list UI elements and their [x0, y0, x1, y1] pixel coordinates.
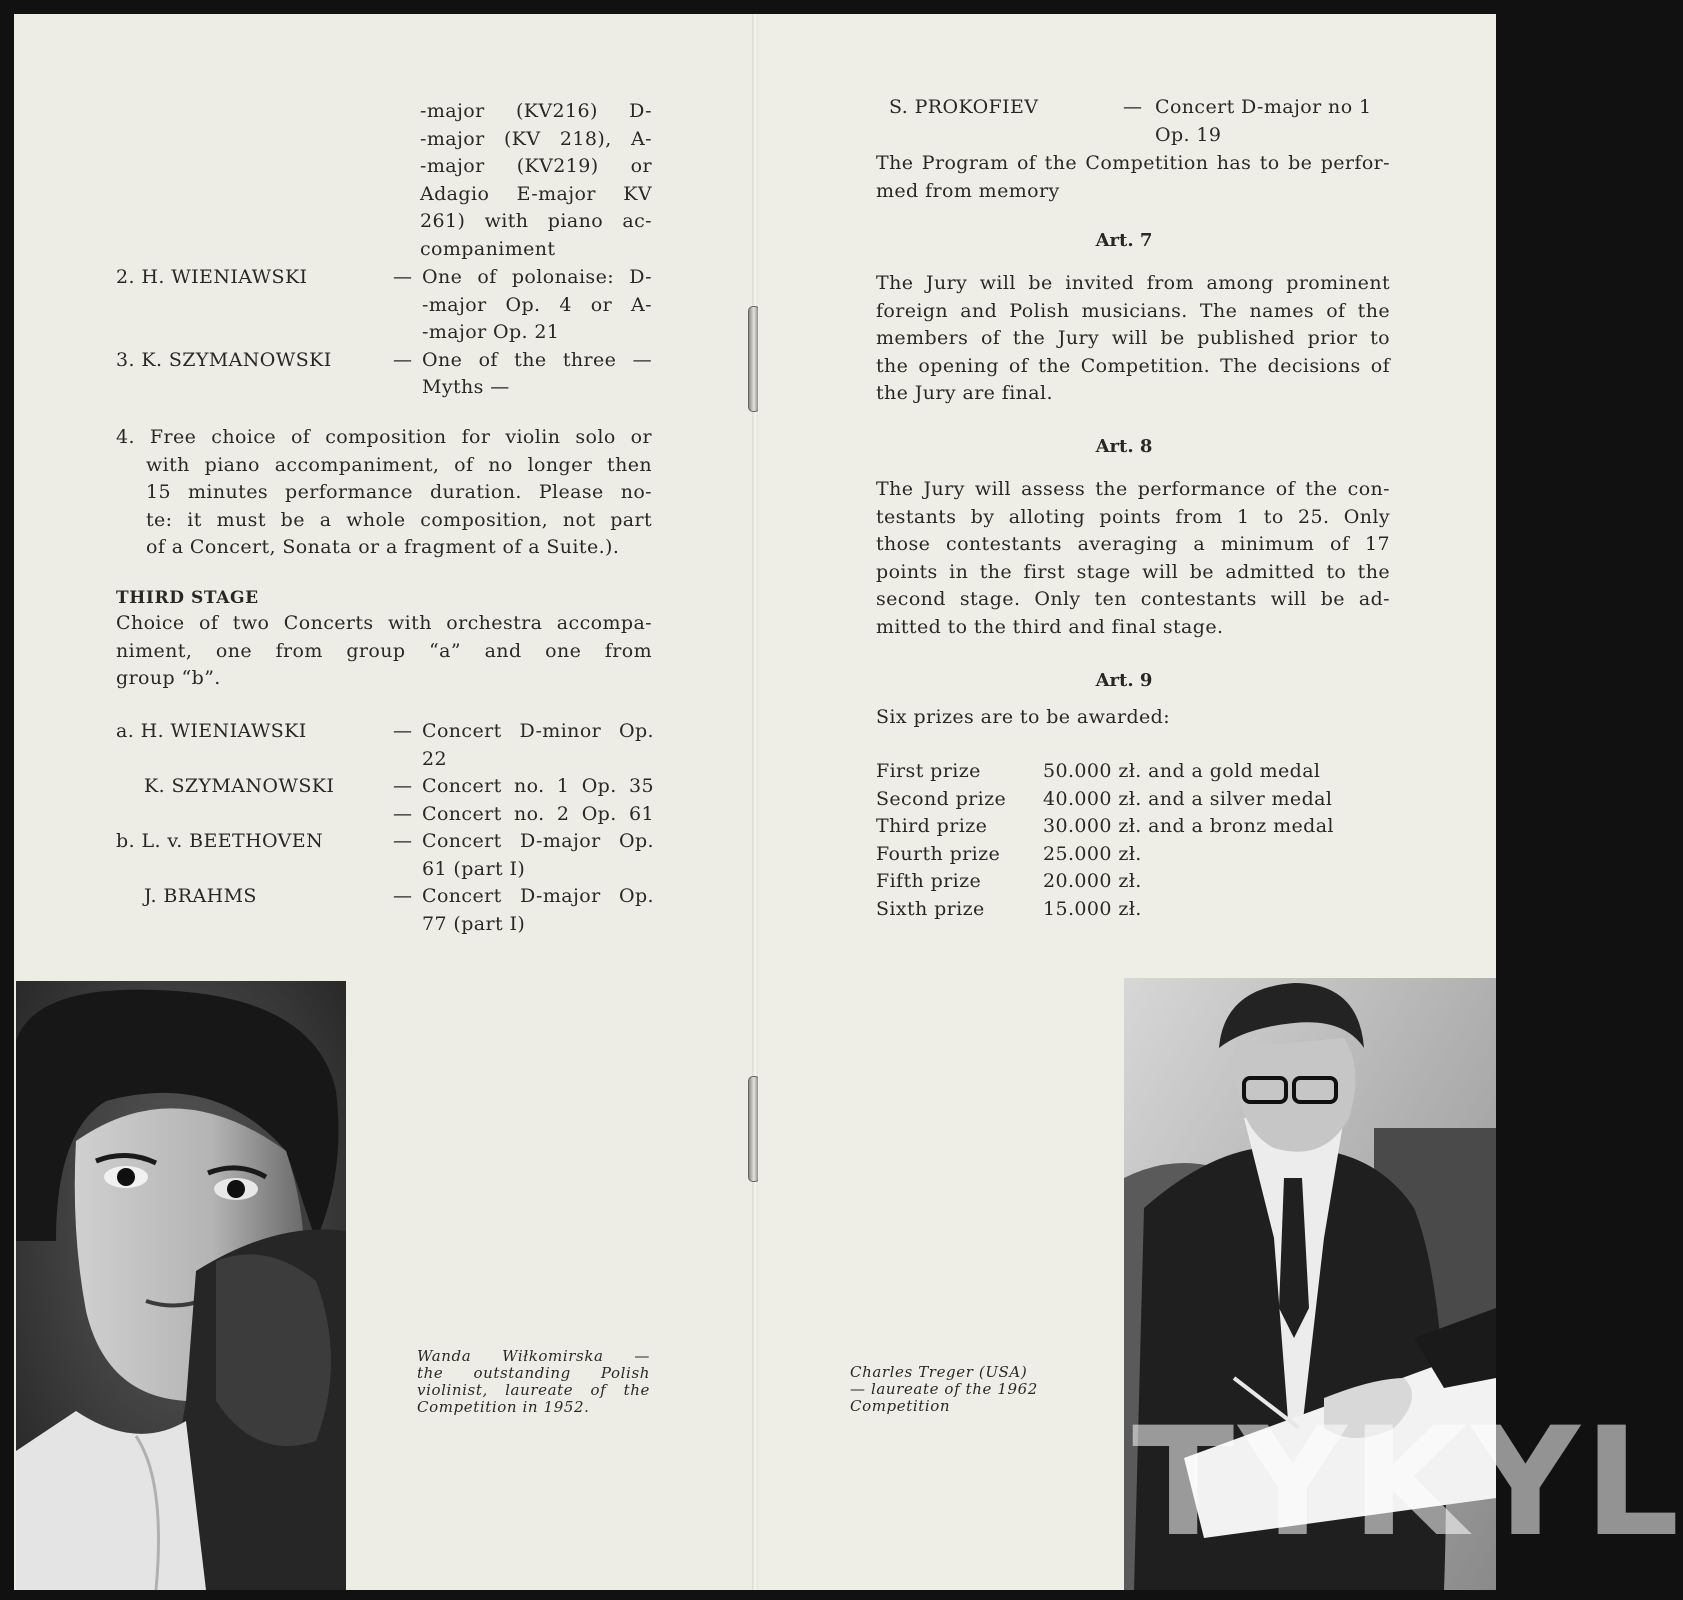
- art8-title: Art. 8: [1095, 436, 1153, 457]
- caption-line: — laureate of the 1962: [850, 1380, 1038, 1398]
- prize-amount: 30.000 zł. and a bronz medal: [1043, 815, 1334, 837]
- left-page: [14, 14, 754, 1590]
- piece-line: One of polonaise: D-: [422, 266, 652, 288]
- composer-name: b. L. v. BEETHOVEN: [116, 830, 324, 852]
- composer-name: 3. K. SZYMANOWSKI: [116, 348, 332, 371]
- art8-line: testants by alloting points from 1 to 25. Only: [876, 505, 1390, 528]
- prize-amount: 20.000 zł.: [1043, 870, 1142, 892]
- caption-line: Charles Treger (USA): [850, 1363, 1028, 1381]
- art8-line: those contestants averaging a minimum of 17: [876, 533, 1390, 555]
- composer-name: S. PROKOFIEV: [889, 96, 1039, 118]
- concert-line: Concert D-major Op.: [422, 885, 654, 907]
- dash: —: [393, 720, 413, 742]
- prize-name: Sixth prize: [876, 897, 985, 920]
- art9-intro: Six prizes are to be awarded:: [876, 706, 1171, 728]
- photo-wanda-wilkomirska: [16, 981, 346, 1590]
- art8-line: second stage. Only ten contestants will be ad-: [876, 588, 1390, 610]
- art7-line: the Jury are final.: [876, 382, 1053, 404]
- prize-name: Second prize: [876, 787, 1007, 810]
- prize-amount: 50.000 zł. and a gold medal: [1043, 760, 1321, 782]
- continuation-line: 261) with piano ac-: [420, 210, 652, 232]
- prize-name: Third prize: [876, 815, 988, 837]
- portrait-violinist-image: [16, 981, 346, 1590]
- composer-name: J. BRAHMS: [144, 885, 257, 907]
- photo-charles-treger: [1124, 978, 1683, 1590]
- prize-amount: 15.000 zł.: [1043, 897, 1142, 920]
- caption-line: Competition in 1952.: [417, 1398, 590, 1416]
- art8-line: The Jury will assess the performance of the con-: [876, 478, 1390, 500]
- piece-line: -major Op. 21: [422, 321, 560, 343]
- piece-line: One of the three —: [422, 348, 652, 371]
- booklet-spread: [14, 14, 1683, 1590]
- caption-line: violinist, laureate of the: [417, 1381, 650, 1399]
- piece-line: Myths —: [422, 376, 510, 398]
- third-stage-heading: THIRD STAGE: [116, 588, 259, 608]
- art7-title: Art. 7: [1095, 230, 1153, 251]
- photo-caption-right: [850, 1364, 1060, 1415]
- concert-line: Op. 19: [1155, 123, 1222, 146]
- free-choice-line: 15 minutes performance duration. Please no-: [146, 481, 652, 503]
- prize-amount: 25.000 zł.: [1043, 842, 1142, 865]
- continuation-line: Adagio E-major KV: [420, 182, 652, 205]
- continuation-line: -major (KV216) D-: [420, 100, 652, 122]
- dash: —: [393, 348, 413, 371]
- dash: —: [393, 885, 413, 907]
- art7-line: foreign and Polish musicians. The names of the: [876, 299, 1390, 322]
- concert-line: Concert D-minor Op.: [422, 720, 654, 742]
- free-choice-line: 4. Free choice of composition for violin solo or: [116, 426, 652, 448]
- prize-name: First prize: [876, 760, 981, 782]
- watermark: TYKYL: [1132, 1396, 1683, 1570]
- dash: —: [393, 775, 413, 797]
- concert-line: Concert D-major no 1: [1155, 96, 1372, 118]
- caption-line: the outstanding Polish: [417, 1364, 650, 1382]
- art7-line: The Jury will be invited from among prominent: [876, 272, 1390, 294]
- piece-line: -major Op. 4 or A-: [422, 293, 652, 316]
- art8-line: mitted to the third and final stage.: [876, 615, 1224, 638]
- art7-line: members of the Jury will be published prior to: [876, 327, 1390, 349]
- composer-name: a. H. WIENIAWSKI: [116, 720, 307, 742]
- third-stage-line: Choice of two Concerts with orchestra accompa-: [116, 612, 652, 634]
- concert-line: 61 (part I): [422, 857, 526, 880]
- concert-line: 77 (part I): [422, 912, 526, 935]
- concert-line: Concert no. 2 Op. 61: [422, 802, 654, 825]
- dash: —: [393, 802, 413, 825]
- concert-line: Concert no. 1 Op. 35: [422, 775, 654, 797]
- composer-name: K. SZYMANOWSKI: [144, 775, 335, 797]
- free-choice-line: with piano accompaniment, of no longer then: [146, 453, 652, 476]
- prize-amount: 40.000 zł. and a silver medal: [1043, 787, 1333, 810]
- caption-line: Wanda Wiłkomirska —: [417, 1347, 650, 1365]
- memory-line: med from memory: [876, 179, 1060, 202]
- concert-line: 22: [422, 747, 447, 770]
- prize-name: Fourth prize: [876, 842, 1001, 865]
- continuation-line: companiment: [420, 237, 556, 260]
- art8-line: points in the first stage will be admitted to the: [876, 560, 1390, 583]
- continuation-line: -major (KV 218), A-: [420, 127, 652, 150]
- composer-name: 2. H. WIENIAWSKI: [116, 266, 308, 288]
- dash: —: [393, 830, 413, 852]
- right-page: [758, 14, 1683, 1590]
- art9-title: Art. 9: [1095, 670, 1153, 691]
- caption-line: Competition: [850, 1397, 951, 1415]
- third-stage-line: niment, one from group “a” and one from: [116, 639, 652, 662]
- dash: —: [1123, 96, 1143, 118]
- art7-line: the opening of the Competition. The decisions of: [876, 354, 1390, 377]
- memory-line: The Program of the Competition has to be perfor-: [876, 152, 1390, 174]
- continuation-line: -major (KV219) or: [420, 155, 652, 177]
- free-choice-line: te: it must be a whole composition, not part: [146, 508, 652, 531]
- free-choice-line: of a Concert, Sonata or a fragment of a Suite.).: [146, 536, 620, 558]
- prize-name: Fifth prize: [876, 870, 982, 892]
- third-stage-line: group “b”.: [116, 667, 221, 689]
- dash: —: [393, 266, 413, 288]
- photo-caption-left: [417, 1348, 650, 1416]
- concert-line: Concert D-major Op.: [422, 830, 654, 852]
